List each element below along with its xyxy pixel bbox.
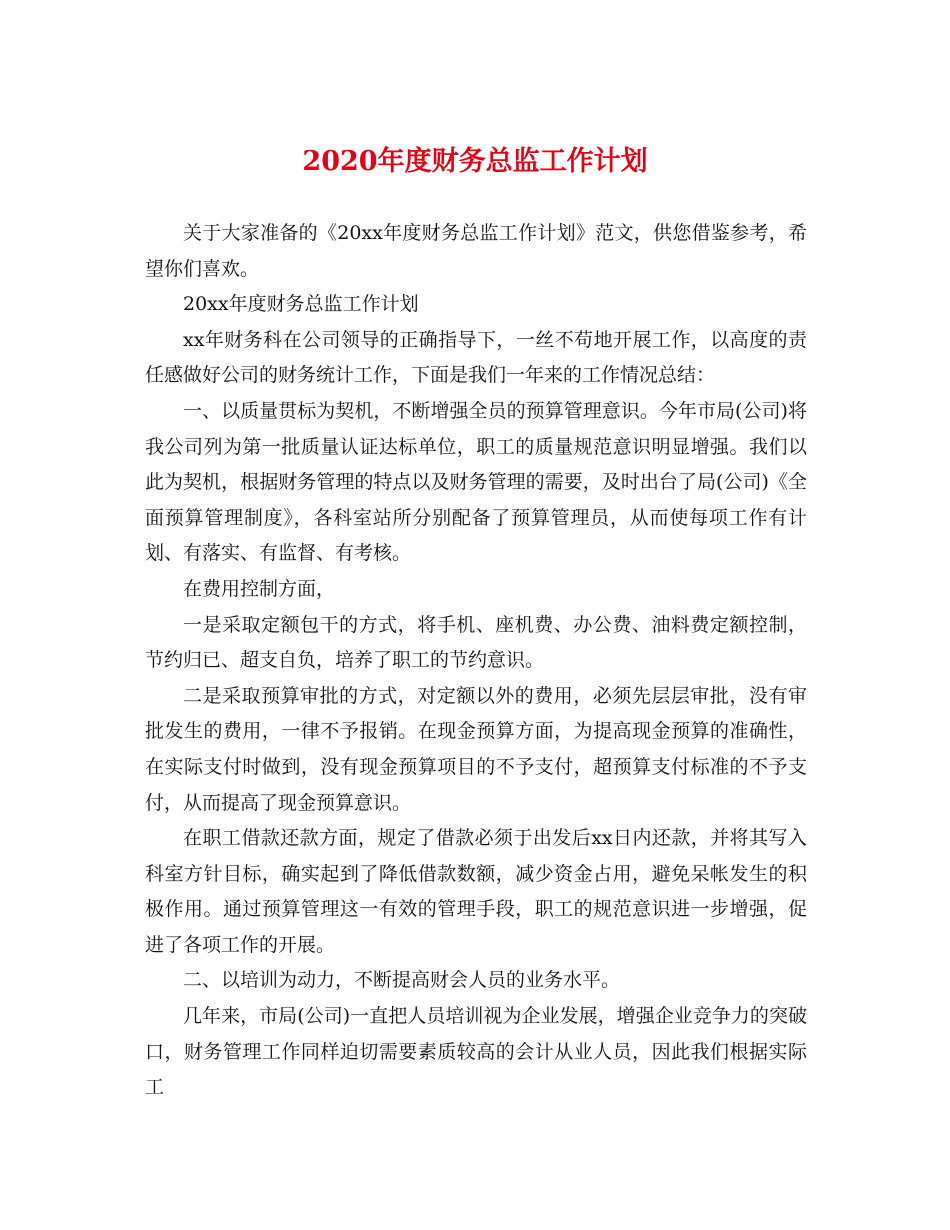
paragraph: 二是采取预算审批的方式，对定额以外的费用，必须先层层审批，没有审批发生的费用，一律不予报销。在现金预算方面，为提高现金预算的准确性，在实际支付时做到，没有现金预算项目的不予支付，超预算支付标准的不予支付，从而提高了现金预算意识。 xyxy=(145,684,807,814)
paragraph: 一是采取定额包干的方式，将手机、座机费、办公费、油料费定额控制，节约归已、超支自负，培养了职工的节约意识。 xyxy=(145,613,807,672)
document-body xyxy=(145,216,807,1106)
paragraph: xx年财务科在公司领导的正确指导下，一丝不苟地开展工作，以高度的责任感做好公司的财务统计工作，下面是我们一年来的工作情况总结： xyxy=(145,328,807,387)
paragraph: 20xx年度财务总监工作计划 xyxy=(183,293,419,316)
page-title: 2020年度财务总监工作计划 xyxy=(302,146,648,177)
paragraph: 二、以培训为动力，不断提高财会人员的业务水平。 xyxy=(183,969,621,992)
paragraph: 几年来，市局(公司)一直把人员培训视为企业发展，增强企业竞争力的突破口，财务管理工作同样迫切需要素质较高的会计从业人员，因此我们根据实际工 xyxy=(145,1005,807,1099)
paragraph: 在职工借款还款方面，规定了借款必须于出发后xx日内还款，并将其写入科室方针目标，确实起到了降低借款数额，减少资金占用，避免呆帐发生的积极作用。通过预算管理这一有效的管理手段，职工的规范意识进一步增强，促进了各项工作的开展。 xyxy=(145,827,807,956)
paragraph: 一、以质量贯标为契机，不断增强全员的预算管理意识。今年市局(公司)将我公司列为第一批质量认证达标单位，职工的质量规范意识明显增强。我们以此为契机，根据财务管理的特点以及财务管理的需要，及时出台了局(公司)《全面预算管理制度》，各科室站所分别配备了预算管理员，从而使每项工作有计划、有落实、有监督、有考核。 xyxy=(145,399,807,565)
paragraph: 在费用控制方面， xyxy=(183,577,336,600)
paragraph: 关于大家准备的《20xx年度财务总监工作计划》范文，供您借鉴参考，希望你们喜欢。 xyxy=(145,222,807,280)
